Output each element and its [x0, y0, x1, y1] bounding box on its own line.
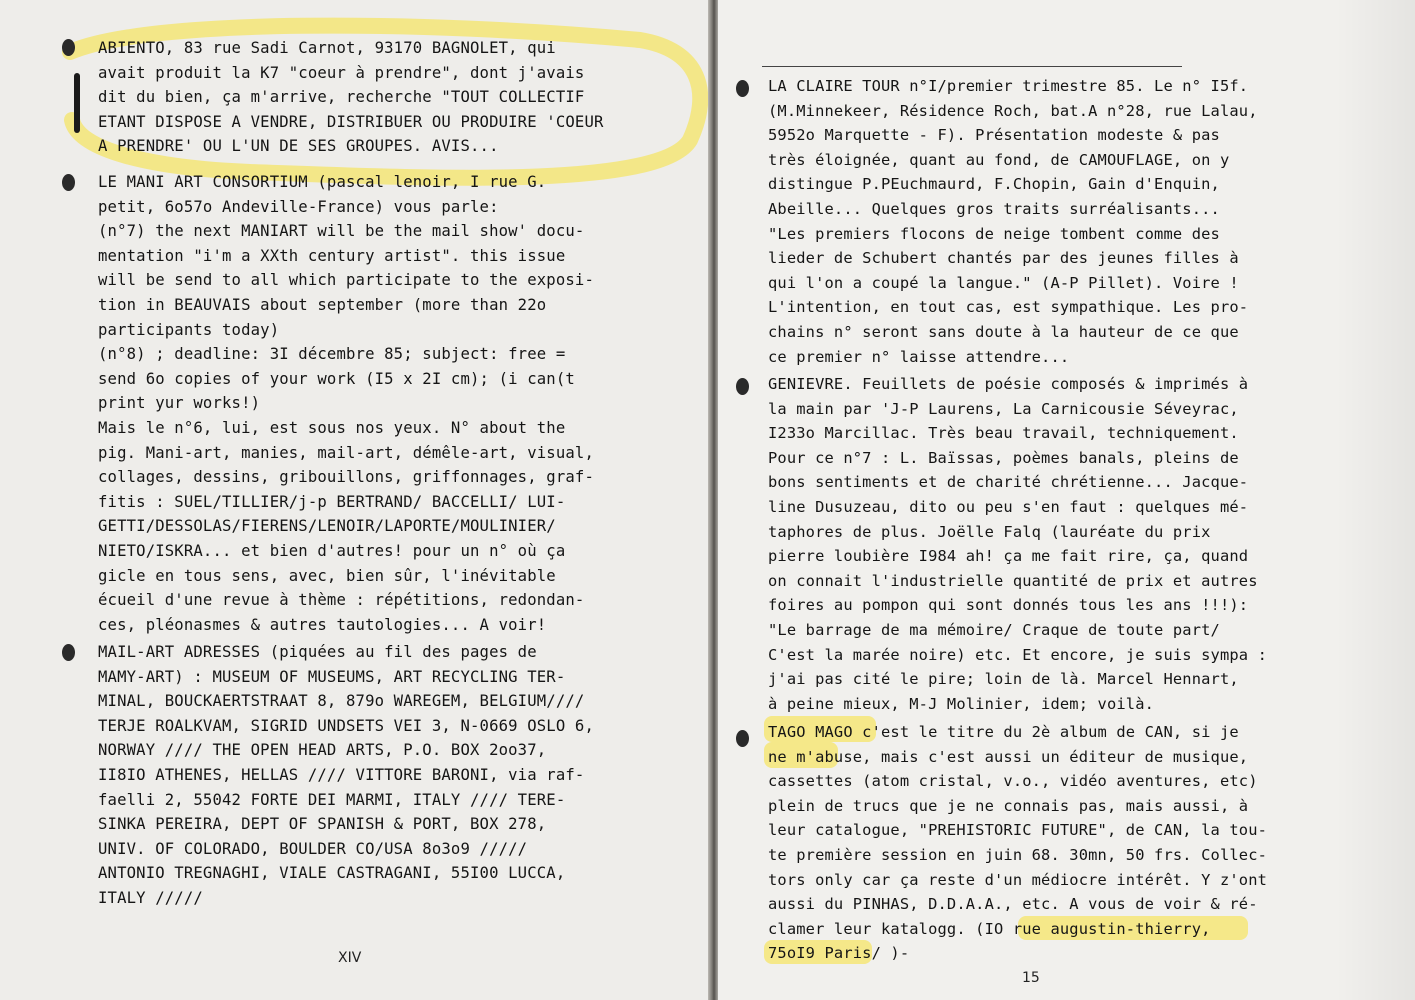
book-gutter	[708, 0, 718, 1000]
text-line: pierre loubière I984 ah! ça me fait rire, ça, quand	[768, 547, 1249, 566]
text-line: tors only car ça reste d'un médiocre intérêt. Y z'ont	[768, 870, 1268, 889]
text-line: j'ai pas cité le pire; loin de là. Marcel Hennart,	[768, 670, 1239, 689]
entry-genievre	[768, 372, 1267, 716]
text-line: distingue P.PEuchmaurd, F.Chopin, Gain d'Enquin,	[768, 175, 1220, 194]
text-line: leur catalogue, "PREHISTORIC FUTURE", de CAN, la tou-	[768, 821, 1268, 840]
text-line: ces, pléonasmes & autres tautologies... A voir!	[98, 615, 547, 634]
text-line: "Le barrage de ma mémoire/ Craque de toute part/	[768, 620, 1220, 639]
text-line: NORWAY //// THE OPEN HEAD ARTS, P.O. BOX 2oo37,	[98, 741, 547, 760]
bullet-mark	[62, 644, 75, 661]
text-line: gicle en tous sens, avec, bien sûr, l'inévitable	[98, 566, 556, 585]
text-line: tion in BEAUVAIS about september (more than 22o	[98, 295, 547, 314]
bullet-mark	[62, 39, 75, 56]
text-line: TERJE ROALKVAM, SIGRID UNDSETS VEI 3, N-0669 OSLO 6,	[98, 716, 594, 735]
text-line: Mais le n°6, lui, est sous nos yeux. N° about the	[98, 418, 566, 437]
entry-la-claire-tour	[768, 74, 1258, 369]
text-line: pig. Mani-art, manies, mail-art, démêle-art, visual,	[98, 443, 594, 462]
text-line: ANTONIO TREGNAGHI, VIALE CASTRAGANI, 55I00 LUCCA,	[98, 864, 566, 883]
page-number: 15	[1022, 970, 1040, 986]
text-line: GETTI/DESSOLAS/FIERENS/LENOIR/LAPORTE/MOULINIER/	[98, 517, 556, 536]
right-page	[718, 0, 1415, 1000]
text-line: I233o Marcillac. Très beau travail, techniquement.	[768, 424, 1239, 443]
text-line: TAGO MAGO c'est le titre du 2è album de CAN, si je	[768, 723, 1239, 741]
text-line: line Dusuzeau, dito ou peu s'en faut : quelques mé-	[768, 497, 1249, 516]
text-line: MAMY-ART) : MUSEUM OF MUSEUMS, ART RECYCLING TER-	[98, 667, 566, 686]
text-line: la main par 'J-P Laurens, La Carnicousie Séveyrac,	[768, 399, 1239, 418]
text-line: taphores de plus. Joëlle Falq (lauréate du prix	[768, 522, 1211, 541]
text-line: te première session en juin 68. 30mn, 50 frs. Collec-	[768, 845, 1268, 864]
text-line: II8IO ATHENES, HELLAS //// VITTORE BARONI, via raf-	[98, 765, 585, 784]
text-line: à peine mieux, M-J Molinier, idem; voilà.	[768, 694, 1155, 713]
bullet-mark	[736, 80, 749, 97]
text-line: on connait l'industrielle quantité de prix et autres	[768, 571, 1258, 590]
text-line: cassettes (atom cristal, v.o., vidéo aventures, etc)	[768, 772, 1258, 791]
text-line: clamer leur katalogg. (IO rue augustin-thierry,	[768, 919, 1211, 938]
text-line: (n°7) the next MANIART will be the mail show' docu-	[98, 222, 585, 241]
text-line: (M.Minnekeer, Résidence Roch, bat.A n°28, rue Lalau,	[768, 101, 1258, 120]
bullet-mark	[62, 174, 75, 191]
text-line: (n°8) ; deadline: 3I décembre 85; subject: free =	[98, 345, 566, 364]
text-line: A PRENDRE' OU L'UN DE SES GROUPES. AVIS...	[98, 137, 499, 156]
text-line: ne m'abuse, mais c'est aussi un éditeur de musique,	[768, 747, 1249, 766]
text-line: très éloignée, quant au fond, de CAMOUFLAGE, on y	[768, 150, 1230, 169]
margin-bar-mark	[74, 73, 80, 133]
text-line: UNIV. OF COLORADO, BOULDER CO/USA 8o3o9 /////	[98, 839, 528, 858]
text-line: qui l'on a coupé la langue." (A-P Pillet). Voire !	[768, 273, 1239, 292]
text-line: SINKA PEREIRA, DEPT OF SPANISH & PORT, BOX 278,	[98, 815, 547, 834]
text-line: send 6o copies of your work (I5 x 2I cm); (i can(t	[98, 369, 575, 388]
text-line: bons sentiments et de charité chrétienne... Jacque-	[768, 473, 1249, 492]
text-line: 5952o Marquette - F). Présentation modeste & pas	[768, 126, 1220, 145]
text-line: ITALY /////	[98, 888, 203, 907]
text-line: "Les premiers flocons de neige tombent comme des	[768, 224, 1220, 243]
text-line: will be send to all which participate to the exposi-	[98, 271, 594, 290]
text-line: MINAL, BOUCKAERTSTRAAT 8, 879o WAREGEM, BELGIUM////	[98, 692, 585, 711]
text-line: aussi du PINHAS, D.D.A.A., etc. A vous de voir & ré-	[768, 895, 1258, 914]
text-line: LA CLAIRE TOUR n°I/premier trimestre 85. Le n° I5f.	[768, 77, 1249, 95]
entry-mail-art-adresses	[98, 640, 594, 911]
text-line: ce premier n° laisse attendre...	[768, 347, 1070, 366]
text-line: avait produit la K7 "coeur à prendre", dont j'avais	[98, 63, 585, 82]
text-line: L'intention, en tout cas, est sympathique. Les pro-	[768, 298, 1249, 317]
text-line: ETANT DISPOSE A VENDRE, DISTRIBUER OU PRODUIRE 'COEUR	[98, 112, 604, 131]
text-line: 75oI9 Paris/ )-	[768, 944, 910, 963]
bullet-mark	[736, 378, 749, 395]
text-line: chains n° seront sans doute à la hauteur de ce que	[768, 322, 1239, 341]
entry-abiento	[98, 36, 604, 159]
text-line: plein de trucs que je ne connais pas, mais aussi, à	[768, 796, 1249, 815]
text-line: lieder de Schubert chantés par des jeunes filles à	[768, 249, 1239, 268]
text-line: foires au pompon qui sont donnés tous les ans !!!):	[768, 596, 1249, 615]
text-line: Pour ce n°7 : L. Baïssas, poèmes banals, pleins de	[768, 448, 1239, 467]
bullet-mark	[736, 730, 749, 747]
text-line: participants today)	[98, 320, 280, 339]
text-line: Abeille... Quelques gros traits surréalisants...	[768, 199, 1220, 218]
page-number: XIV	[338, 950, 362, 966]
text-line: petit, 6o57o Andeville-France) vous parle:	[98, 197, 499, 216]
entry-tago-mago	[768, 720, 1267, 966]
text-line: C'est la marée noire) etc. Et encore, je suis sympa :	[768, 645, 1268, 664]
text-line: dit du bien, ça m'arrive, recherche "TOUT COLLECTIF	[98, 88, 585, 107]
text-line: faelli 2, 55042 FORTE DEI MARMI, ITALY //// TERE-	[98, 790, 566, 809]
text-line: print yur works!)	[98, 394, 261, 413]
text-line: fitis : SUEL/TILLIER/j-p BERTRAND/ BACCELLI/ LUI-	[98, 492, 566, 511]
text-line: collages, dessins, gribouillons, griffonnages, graf-	[98, 468, 594, 487]
page-edge-shadow	[1335, 0, 1415, 1000]
text-line: GENIEVRE. Feuillets de poésie composés & imprimés à	[768, 375, 1249, 393]
text-line: MAIL-ART ADRESSES (piquées au fil des pages de	[98, 643, 537, 661]
text-line: mentation "i'm a XXth century artist". this issue	[98, 246, 566, 265]
text-line: LE MANI ART CONSORTIUM (pascal lenoir, I rue G.	[98, 173, 547, 191]
text-line: NIETO/ISKRA... et bien d'autres! pour un n° où ça	[98, 541, 566, 560]
entry-mani-art	[98, 170, 594, 637]
text-line: ABIENTO, 83 rue Sadi Carnot, 93170 BAGNOLET, qui	[98, 39, 556, 57]
text-line: écueil d'une revue à thème : répétitions, redondan-	[98, 591, 585, 610]
divider	[762, 66, 1182, 67]
